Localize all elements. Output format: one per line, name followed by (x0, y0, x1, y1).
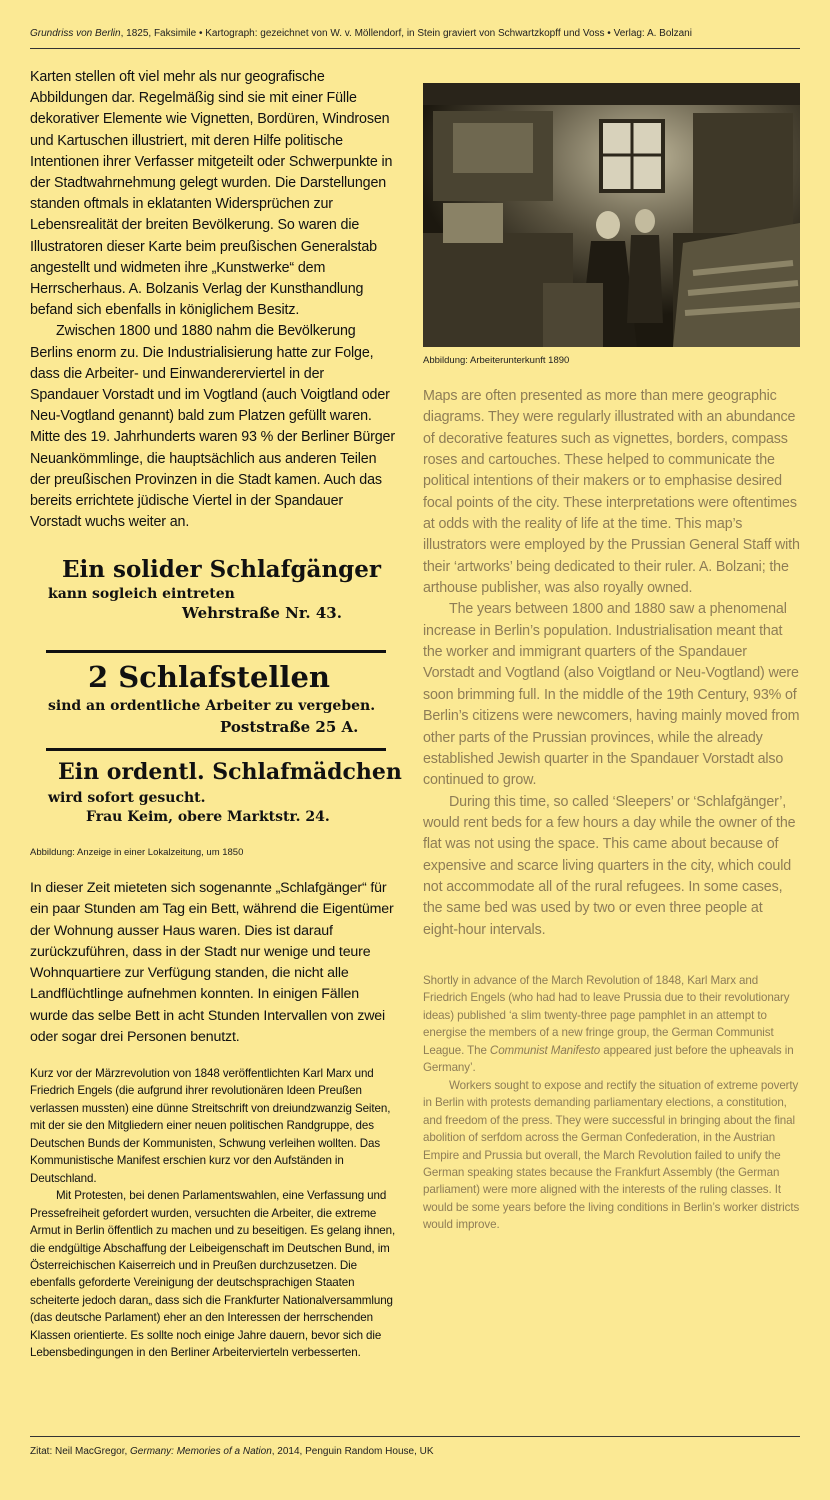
english-paragraph-5: Workers sought to expose and rectify the situation of extreme poverty in Berlin with protests demanding parliamentary elections, a constitution, and freedom of the press. They were successful in bringing about the final abolition of serfdom across the German Confederation, in the Austrian Empire and Prussia but overall, the March Revolution failed to unify the German speaking states because the Frankfurt Assembly (the German parliament) were more aligned with the interests of the ruling classes. It would be some years before the living conditions in Berlin’s worker districts would improve. (423, 1078, 800, 1232)
advert-caption: Abbildung: Anzeige in einer Lokalzeitung, um 1850 (30, 847, 244, 858)
header-line (30, 27, 800, 40)
english-paragraph-3: During this time, so called ‘Sleepers’ or ‘Schlafgänger’, would rent beds for a few hours a day while the owner of the flat was not using the space. This came about because of expensive and scarce living quarters in the city, which could not accommodate all of the rural refugees. In some cases, the same bed was used by two or even three people at eight-hour intervals. (423, 793, 796, 938)
english-paragraph-2: The years between 1800 and 1880 saw a phenomenal increase in Berlin’s population. Industrialisation meant that the worker and immigrant quarters of the Spandauer Vorstadt and Vogtland (also Voigtland or Neu-Vogtland) were soon brimming full. In the middle of the 19th Century, 93% of Berlin’s citizens were newcomers, having mainly moved from other parts of the Prussian provinces, while the already established Jewish quarter in the Spandauer Vorstadt also continued to grow. (423, 601, 800, 789)
advert-2-line-2: sind an ordentliche Arbeiter zu vergeben. (48, 698, 376, 714)
german-paragraph-4: Kurz vor der Märzrevolution von 1848 veröffentlichten Karl Marx und Friedrich Engels (die aufgrund ihrer revolutionären Ideen Preußen verlassen mussten) eine dünne Streitschrift von dreiundzwanzig Seiten, mit der sie den Mitgliedern einer neuen politischen Randgruppe, des Deutschen Bunds der Kommunisten, Schwung verleihen wollten. Das Kommunistische Manifest erschien kurz vor den Aufständen in Deutschland. (30, 1067, 391, 1185)
header-details: , 1825, Faksimile • Kartograph: gezeichnet von W. v. Möllendorf, in Stein graviert von Schwartzkopff und Voss • Verlag: A. Bolzani (120, 28, 692, 39)
footer-prefix: Zitat: Neil MacGregor, (30, 1446, 131, 1457)
german-paragraph-3: In dieser Zeit mieteten sich sogenannte „Schlafgänger“ für ein paar Stunden am Tag ein Bett, während die Eigentümer der Wohnung ausser Haus waren. Dies ist darauf zurückzuführen, dass in der Stadt nur wenige und teure Wohnquartiere zur Verfügung standen, die nicht alle Landflüchtlinge aufnehmen konnten. In einigen Fällen wurde das selbe Bett in acht Stunden Intervallen von zwei oder sogar drei Personen benutzt. (30, 880, 394, 1046)
english-paragraph-4 (423, 972, 801, 1077)
advert-2-address: Poststraße 25 A. (220, 718, 359, 736)
communist-manifesto-title: Communist Manifesto (489, 1043, 601, 1057)
top-divider (30, 48, 800, 49)
english-small-text (423, 972, 801, 1234)
german-small-text (30, 1065, 396, 1362)
advert-1-address: Wehrstraße Nr. 43. (182, 604, 342, 622)
advert-3-headline: Ein ordentl. Schlafmädchen (58, 759, 402, 785)
advert-2-headline: 2 Schlafstellen (88, 660, 330, 694)
newspaper-advert-image (32, 548, 402, 838)
workers-lodging-photo-graphic (423, 83, 800, 347)
english-paragraph-4-end: appeared just before the upheavals in Germany’. (423, 1043, 794, 1075)
workers-lodging-photo (423, 83, 800, 347)
footer-suffix: , 2014, Penguin Random House, UK (271, 1446, 434, 1457)
footer-citation (30, 1445, 434, 1458)
footer-book-title: Germany: Memories of a Nation (130, 1446, 272, 1457)
german-paragraph-2: Zwischen 1800 und 1880 nahm die Bevölkerung Berlins enorm zu. Die Industrialisierung hatte zur Folge, dass die Arbeiter- und Einwandererviertel in der Spandauer Vorstadt und im Vogtland (auch Voigtland oder Neu-Vogtland genannt) bald zum Platzen gefüllt waren. Mitte des 19. Jahrhunderts waren 93 % der Berliner Bürger Neuankömmlinge, die hauptsächlich aus anderen Teilen der preußischen Provinzen in die Stadt kamen. Auch das bereits errichtete jüdische Viertel in der Spandauer Vorstadt wuchs weiter an. (30, 323, 395, 531)
english-paragraph-4-start: Shortly in advance of the March Revolution of 1848, Karl Marx and Friedrich Engels (who had had to leave Prussia due to their revolutionary ideas) published ‘a slim twenty-three page pamphlet in an attempt to energise the members of a new fringe group, the German Communist League. The (423, 974, 790, 1057)
german-paragraph-5: Mit Protesten, bei denen Parlamentswahlen, eine Verfassung und Pressefreiheit gefordert wurden, versuchten die Arbeiter, die extreme Armut in Berlin öffentlich zu machen und zu beseitigen. Es gelang ihnen, die endgültige Abschaffung der Leibeigenschaft im Deutschen Bund, im Österreichischen Kaiserreich und in Preußen durchzusetzen. Die ebenfalls geforderte Vereinigung der deutschsprachigen Staaten scheiterte jedoch daran„ dass sich die Frankfurter Nationalversammlung (das deutsche Parlament) eher an den Interessen der herrschenden Klassen orientierte. Es sollte noch einige Jahre dauern, bevor sich die Lebensbedingungen in den Berliner Arbeitervierteln verbesserten. (30, 1189, 396, 1360)
photo-caption: Abbildung: Arbeiterunterkunft 1890 (423, 355, 570, 366)
advert-1-line-2: kann sogleich eintreten (48, 586, 235, 602)
german-middle-text (30, 878, 396, 1048)
advert-3-line-2: wird sofort gesucht. (48, 790, 206, 806)
advert-1-headline: Ein solider Schlafgänger (62, 556, 382, 583)
bottom-divider (30, 1436, 800, 1437)
advert-rule-1 (46, 650, 386, 653)
english-paragraph-1: Maps are often presented as more than mere geographic diagrams. They were regularly illustrated with an abundance of decorative features such as vignettes, borders, compass roses and cartouches. These helped to communicate the political intentions of their makers or to emphasise desired focal points of the city. These interpretations were oftentimes at odds with the reality of life at the time. This map’s illustrators were employed by the Prussian General Staff with their ‘artworks’ being dedicated to their ruler. A. Bolzani; the arthouse publisher, was also royally owned. (423, 388, 800, 597)
german-paragraph-1: Karten stellen oft viel mehr als nur geografische Abbildungen dar. Regelmäßig sind sie mit einer Fülle dekorativer Elemente wie Vignetten, Bordüren, Windrosen und Kartuschen illustriert, mit deren Hilfe politische Intentionen ihrer Verfasser mitgeteilt oder Schwerpunkte in der Stadtwahrnehmung gelegt wurden. Die Darstellungen standen oftmals in eklatanten Widersprüchen zur Lebensrealität der breiten Bevölkerung. So waren die Illustratoren dieser Karte beim preußischen Generalstab angestellt und widmeten ihre „Kunstwerke“ dem Herrscherhaus. A. Bolzanis Verlag der Kunsthandlung befand sich ebenfalls in königlichem Besitz. (30, 69, 393, 319)
advert-rule-2 (46, 748, 386, 751)
english-main-text (423, 386, 801, 941)
header-title: Grundriss von Berlin (30, 28, 121, 39)
advert-3-address: Frau Keim, obere Marktstr. 24. (86, 809, 330, 825)
german-intro-text (30, 67, 395, 533)
